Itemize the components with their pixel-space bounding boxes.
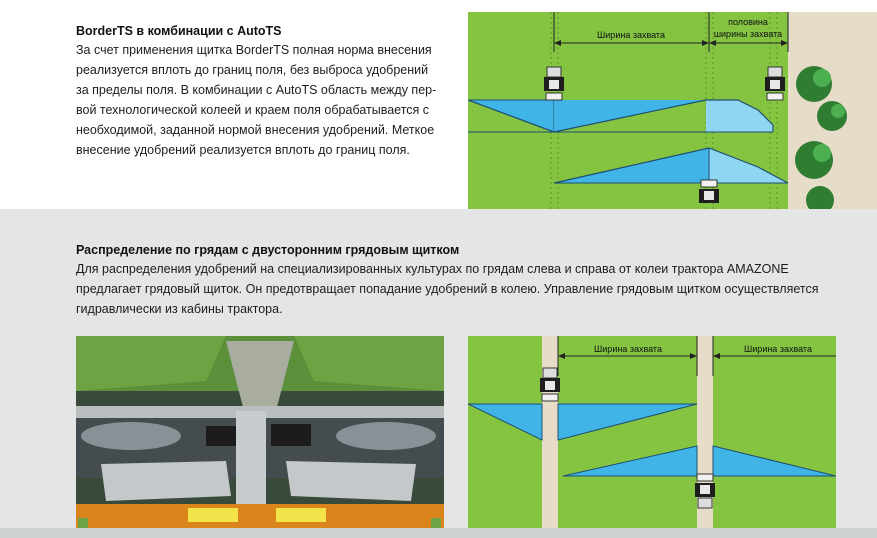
section1-heading: BorderTS в комбинации с AutoTS — [76, 24, 282, 38]
half-width-label-2: ширины захвата — [713, 29, 783, 39]
borderts-diagram — [468, 12, 877, 209]
bed-spreading-diagram — [468, 336, 836, 528]
section1-line: реализуется вплоть до границ поля, без выброса удобрений — [76, 63, 429, 77]
bottom-strip — [0, 528, 877, 538]
section1-line: внесение удобрений реализуется вплоть до границ поля. — [76, 143, 410, 157]
tractor-icon — [544, 67, 564, 100]
half-width-label-1: половина — [728, 17, 768, 27]
width-label-left: Ширина захвата — [594, 344, 662, 354]
borderts-diagram-svg — [468, 12, 877, 209]
bed-diagram-svg — [468, 336, 836, 528]
tractor-icon — [765, 67, 785, 100]
section2-paragraph — [76, 259, 819, 319]
section1-line: необходимой, заданной нормой внесения удобрений. Меткое — [76, 123, 435, 137]
spreader-photo — [76, 336, 444, 528]
section2-line: гидравлически из кабины трактора. — [76, 302, 283, 316]
section2-heading: Распределение по грядам с двусторонним грядовым щитком — [76, 243, 460, 257]
field-area — [468, 336, 836, 528]
section1-line: За счет применения щитка BorderTS полная норма внесения — [76, 43, 432, 57]
section1-line: вой технологической колеей и краем поля обрабатывается с — [76, 103, 430, 117]
section2-line: предлагает грядовый щиток. Он предотвращает попадание удобрений в колею. Управление грядовым щитком осуществляется — [76, 282, 819, 296]
section1-line: за пределы поля. В комбинации с AutoTS область между пер- — [76, 83, 437, 97]
tractor-icon — [540, 368, 560, 401]
width-label: Ширина захвата — [597, 30, 665, 40]
width-label-right: Ширина захвата — [744, 344, 812, 354]
section1-paragraph — [76, 40, 436, 160]
tractor-icon — [699, 180, 719, 203]
section2-line: Для распределения удобрений на специализированных культурах по грядам слева и справа от колеи трактора AMAZONE — [76, 262, 789, 276]
tractor-icon — [695, 474, 715, 508]
bed-path — [542, 336, 558, 528]
